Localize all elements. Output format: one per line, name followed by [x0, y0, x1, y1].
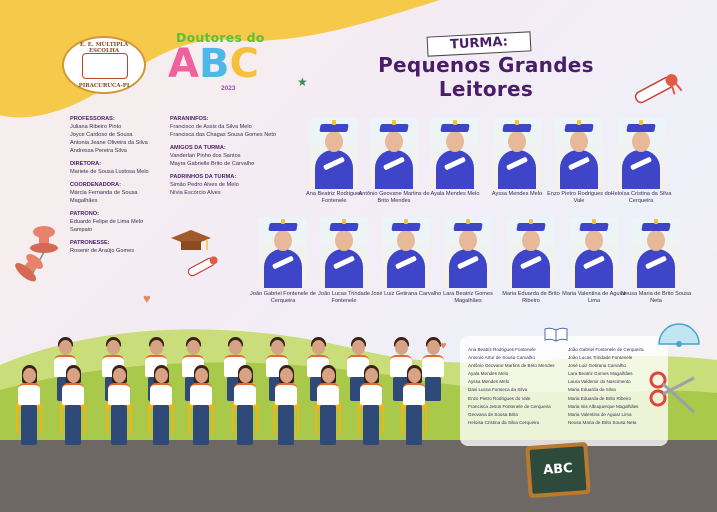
brand-letter-b: B [198, 41, 230, 87]
staff-right-column [170, 115, 276, 202]
staff-name: Francisco de Assis da Silva Melo [170, 124, 252, 130]
student-roster [460, 336, 668, 446]
chalkboard-icon [525, 442, 590, 498]
roster-name: Neusa Maria de Brito Sousa Neta [568, 419, 637, 425]
roster-name: Davi Lucca Fonseca da Silva [468, 387, 528, 393]
class-group-photo [10, 325, 447, 477]
graduate-name: Lara Beatriz Gomes Magalhães [443, 291, 493, 304]
school-city: PIRACURUCA-PI [78, 83, 130, 89]
roster-name: Laura Valdemir do Nascimento [568, 379, 631, 385]
paraninfos-heading: PARANINFOS: [170, 116, 209, 122]
roster-name: Maria Eduarda da Silva [568, 387, 616, 393]
graduate-name: Maria Valentina de Aguiar Lima [562, 291, 626, 304]
graduate-photo [259, 217, 307, 288]
graduate-photo [431, 118, 479, 189]
roster-name: Ayssa Mendes Melo [468, 379, 510, 385]
staff-name: Francisca das Chagas Sousa Gomes Neto [170, 132, 277, 138]
brand-letter-a: A [168, 41, 199, 87]
roster-name: Geovana de Sousa Brito [468, 411, 519, 417]
graduate-photo [570, 217, 618, 288]
staff-name: Rosenir de Araújo Gomes [70, 248, 135, 254]
staff-name: Simão Pedro Alves de Melo [170, 182, 239, 188]
staff-name: Márcia Fernanda de Sousa [70, 190, 138, 196]
graduate-name: Ana Beatriz Rodrigues Fontenele [306, 191, 362, 204]
graduate-photo [555, 118, 603, 189]
staff-name: Sampaio [70, 227, 93, 233]
staff-name: Mariete de Sousa Lustosa Melo [70, 169, 149, 175]
graduate-photo [320, 217, 368, 288]
brand-logo [166, 30, 274, 94]
roster-name: Heloisa Cristina da Silva Cerqueira [468, 419, 540, 425]
class-title: Pequenos Grandes Leitores [378, 53, 594, 101]
patrono-heading: PATRONO: [70, 211, 100, 217]
brand-word: Doutores do [176, 30, 265, 45]
roster-name: João Lucas Trindade Fontenele [568, 355, 633, 361]
diretora-heading: DIRETORA: [70, 161, 101, 167]
turma-label: TURMA: [449, 34, 509, 53]
push-pin-icon [2, 248, 48, 303]
roster-name: Ana Beatriz Rodrigues Fontenele [468, 347, 536, 352]
staff-name: Eduardo Felipe de Lima Melo [70, 219, 144, 225]
graduate-name: João Gabriel Fontenele de Cerqueira [250, 291, 316, 304]
school-name: E. E. MÚLTIPLA ESCOLHA [79, 42, 129, 54]
graduate-photo [617, 118, 665, 189]
heart-icon: ♥ [143, 291, 151, 306]
professoras-heading: PROFESSORAS: [70, 116, 115, 122]
staff-name: Mayra Gabrielle Brito de Carvalho [170, 161, 255, 167]
graduate-name: João Lucas Trindade Fontenele [318, 291, 370, 304]
roster-right-column [568, 346, 644, 427]
open-book-icon [543, 326, 569, 347]
graduate-photo [370, 118, 418, 189]
graduate-photo [310, 118, 358, 189]
diploma-scroll-icon [183, 254, 223, 283]
brand-year: 2023 [221, 85, 236, 92]
roster-name: Lara Beatriz Gomes Magalhães [568, 371, 633, 377]
roster-name: Maria Valentina de Aguiar Lima [568, 411, 632, 417]
roster-name: Maria Eduarda de Brito Ribeiro [568, 395, 632, 401]
staff-name: Magalhães [70, 198, 98, 204]
graduate-name: Neusa Maria de Brito Sousa Neta [621, 291, 691, 304]
graduate-photo [632, 217, 680, 288]
roster-name: Ayala Mendes Melo [468, 371, 509, 377]
heart-icon: ♥ [440, 340, 447, 352]
graduate-photo [507, 217, 555, 288]
graduate-name: Heloísa Cristina da Silva Cerqueira [610, 191, 672, 204]
padrinhos-heading: PADRINHOS DA TURMA: [170, 174, 237, 180]
graduate-name: Maria Eduarda de Brito Ribeiro [502, 291, 560, 304]
school-logo [62, 36, 146, 94]
staff-name: Antonia Jeane Oliveira da Silva [70, 140, 148, 146]
staff-name: Vanderlan Pinho dos Santos [170, 153, 241, 159]
graduate-photo [493, 118, 541, 189]
staff-name: Juliana Ribeiro Pinto [70, 124, 122, 130]
scissors-icon [646, 368, 702, 429]
protractor-icon [655, 318, 703, 353]
diploma-scroll-icon [628, 70, 686, 113]
roster-name: Enzo Pietro Rodrigues do Vale [468, 395, 531, 401]
roster-name: Antonio Artur de Sousa Carvalho [468, 355, 535, 361]
roster-name: João Gabriel Fontenele de Cerqueira [568, 347, 644, 352]
graduate-name: Ayssa Mendes Melo [491, 191, 543, 197]
chalkboard-text: ABC [530, 446, 587, 494]
graduate-name: Antônio Geovane Martins de Brito Mendes [358, 191, 430, 204]
brand-letter-c: C [229, 41, 259, 87]
staff-name: Andressa Pereira Silva [70, 148, 127, 154]
staff-left-column [70, 115, 149, 260]
graduate-name: Enzo Pietro Rodrigues do Vale [547, 191, 611, 204]
school-emblem [82, 53, 128, 79]
roster-name: José Luiz Getirana Carvalho [568, 363, 626, 369]
graduate-photo [382, 217, 430, 288]
amigos-heading: AMIGOS DA TURMA: [170, 145, 226, 151]
roster-name: Francisca Jesus Fontenele de Cerqueira [468, 403, 551, 409]
patronesse-heading: PATRONESSE: [70, 240, 110, 246]
roster-name: Maria Isis Albuquerque Magalhães [568, 403, 639, 409]
brand-abc [168, 41, 259, 87]
coordenadora-heading: COORDENADORA: [70, 182, 121, 188]
staff-name: Nívia Escórcio Alves [170, 190, 221, 196]
staff-name: Joyce Cardoso de Sousa [70, 132, 133, 138]
roster-left-column [468, 346, 555, 427]
roster-name: Antônio Geovane Martins de Brito Mendes [468, 363, 555, 369]
graduate-name: José Luiz Getirana Carvalho [370, 291, 442, 297]
graduate-photo [444, 217, 492, 288]
graduate-name: Ayala Mendes Melo [430, 191, 480, 197]
star-icon: ★ [297, 75, 308, 89]
